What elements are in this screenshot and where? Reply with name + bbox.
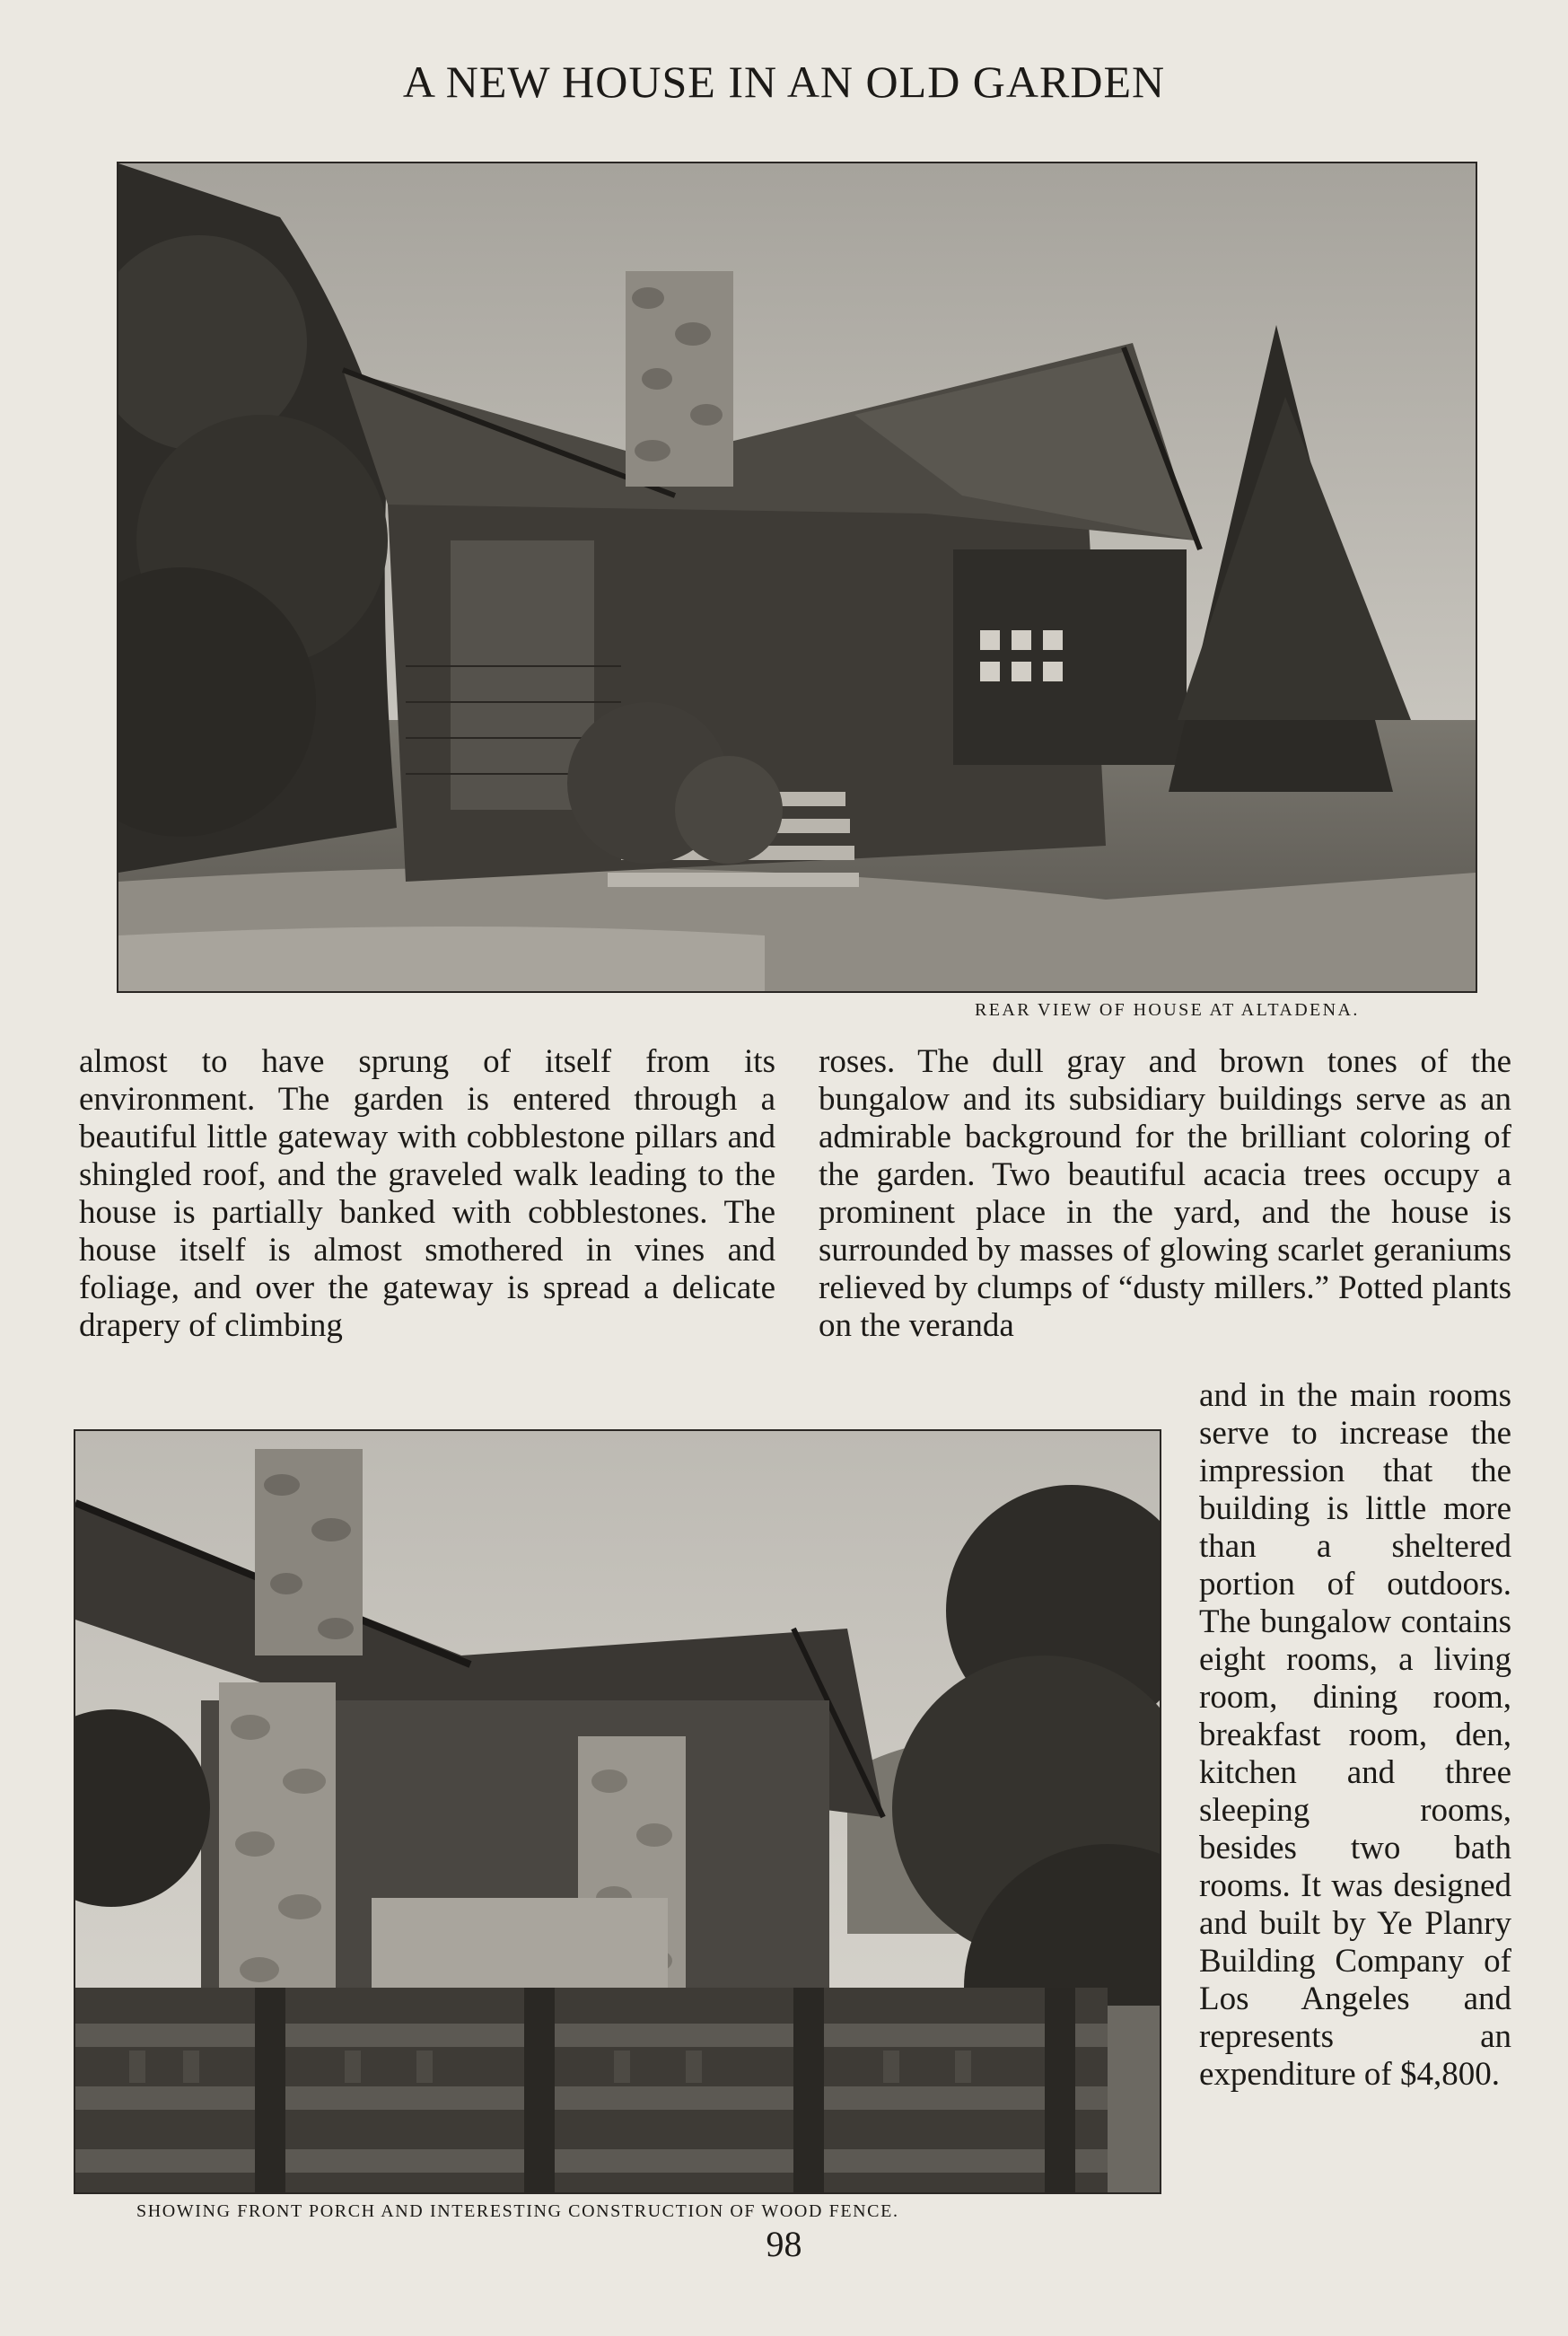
- right-column-text: [819, 1043, 1511, 1345]
- bungalow-rear-photo-icon: [118, 163, 1476, 991]
- bottom-photo-caption: SHOWING FRONT PORCH AND INTERESTING CONSTRUCTION OF WOOD FENCE.: [136, 2201, 899, 2221]
- rear-view-photo: [117, 162, 1477, 993]
- left-column-text: [79, 1043, 775, 1345]
- bungalow-front-porch-photo-icon: [75, 1431, 1160, 2192]
- right-column-paragraph: roses. The dull gray and brown tones of the bungalow and its subsidiary buildings serve as an admirable background for the brilliant coloring of the garden. Two beautiful acacia trees occupy a prominent place in the yard, and the house is surrounded by masses of glowing scarlet geraniums relieved by clumps of “dusty millers.” Potted plants on the veranda: [819, 1043, 1511, 1344]
- page-number: 98: [766, 2224, 802, 2264]
- top-photo-caption: REAR VIEW OF HOUSE AT ALTADENA.: [975, 1000, 1360, 1020]
- left-column-paragraph: almost to have sprung of itself from its environment. The garden is entered through a beautiful little gateway with cobblestone pillars and shingled roof, and the graveled walk leading to the house is partially banked with cobblestones. The house itself is almost smothered in vines and foliage, and over the gateway is spread a delicate drapery of climbing: [79, 1043, 775, 1344]
- narrow-column-text: [1199, 1377, 1511, 2094]
- front-porch-photo: [74, 1429, 1161, 2194]
- narrow-column-paragraph: and in the main rooms serve to increase the impression that the building is little more than a sheltered portion of outdoors. The bungalow contains eight rooms, a living room, dining room, breakfast room, den, kitchen and three sleeping rooms, besides two bath rooms. It was designed and built by Ye Planry Building Company of Los Angeles and represents an expenditure of $4,800.: [1199, 1377, 1511, 2093]
- page-title: A NEW HOUSE IN AN OLD GARDEN: [402, 57, 1166, 107]
